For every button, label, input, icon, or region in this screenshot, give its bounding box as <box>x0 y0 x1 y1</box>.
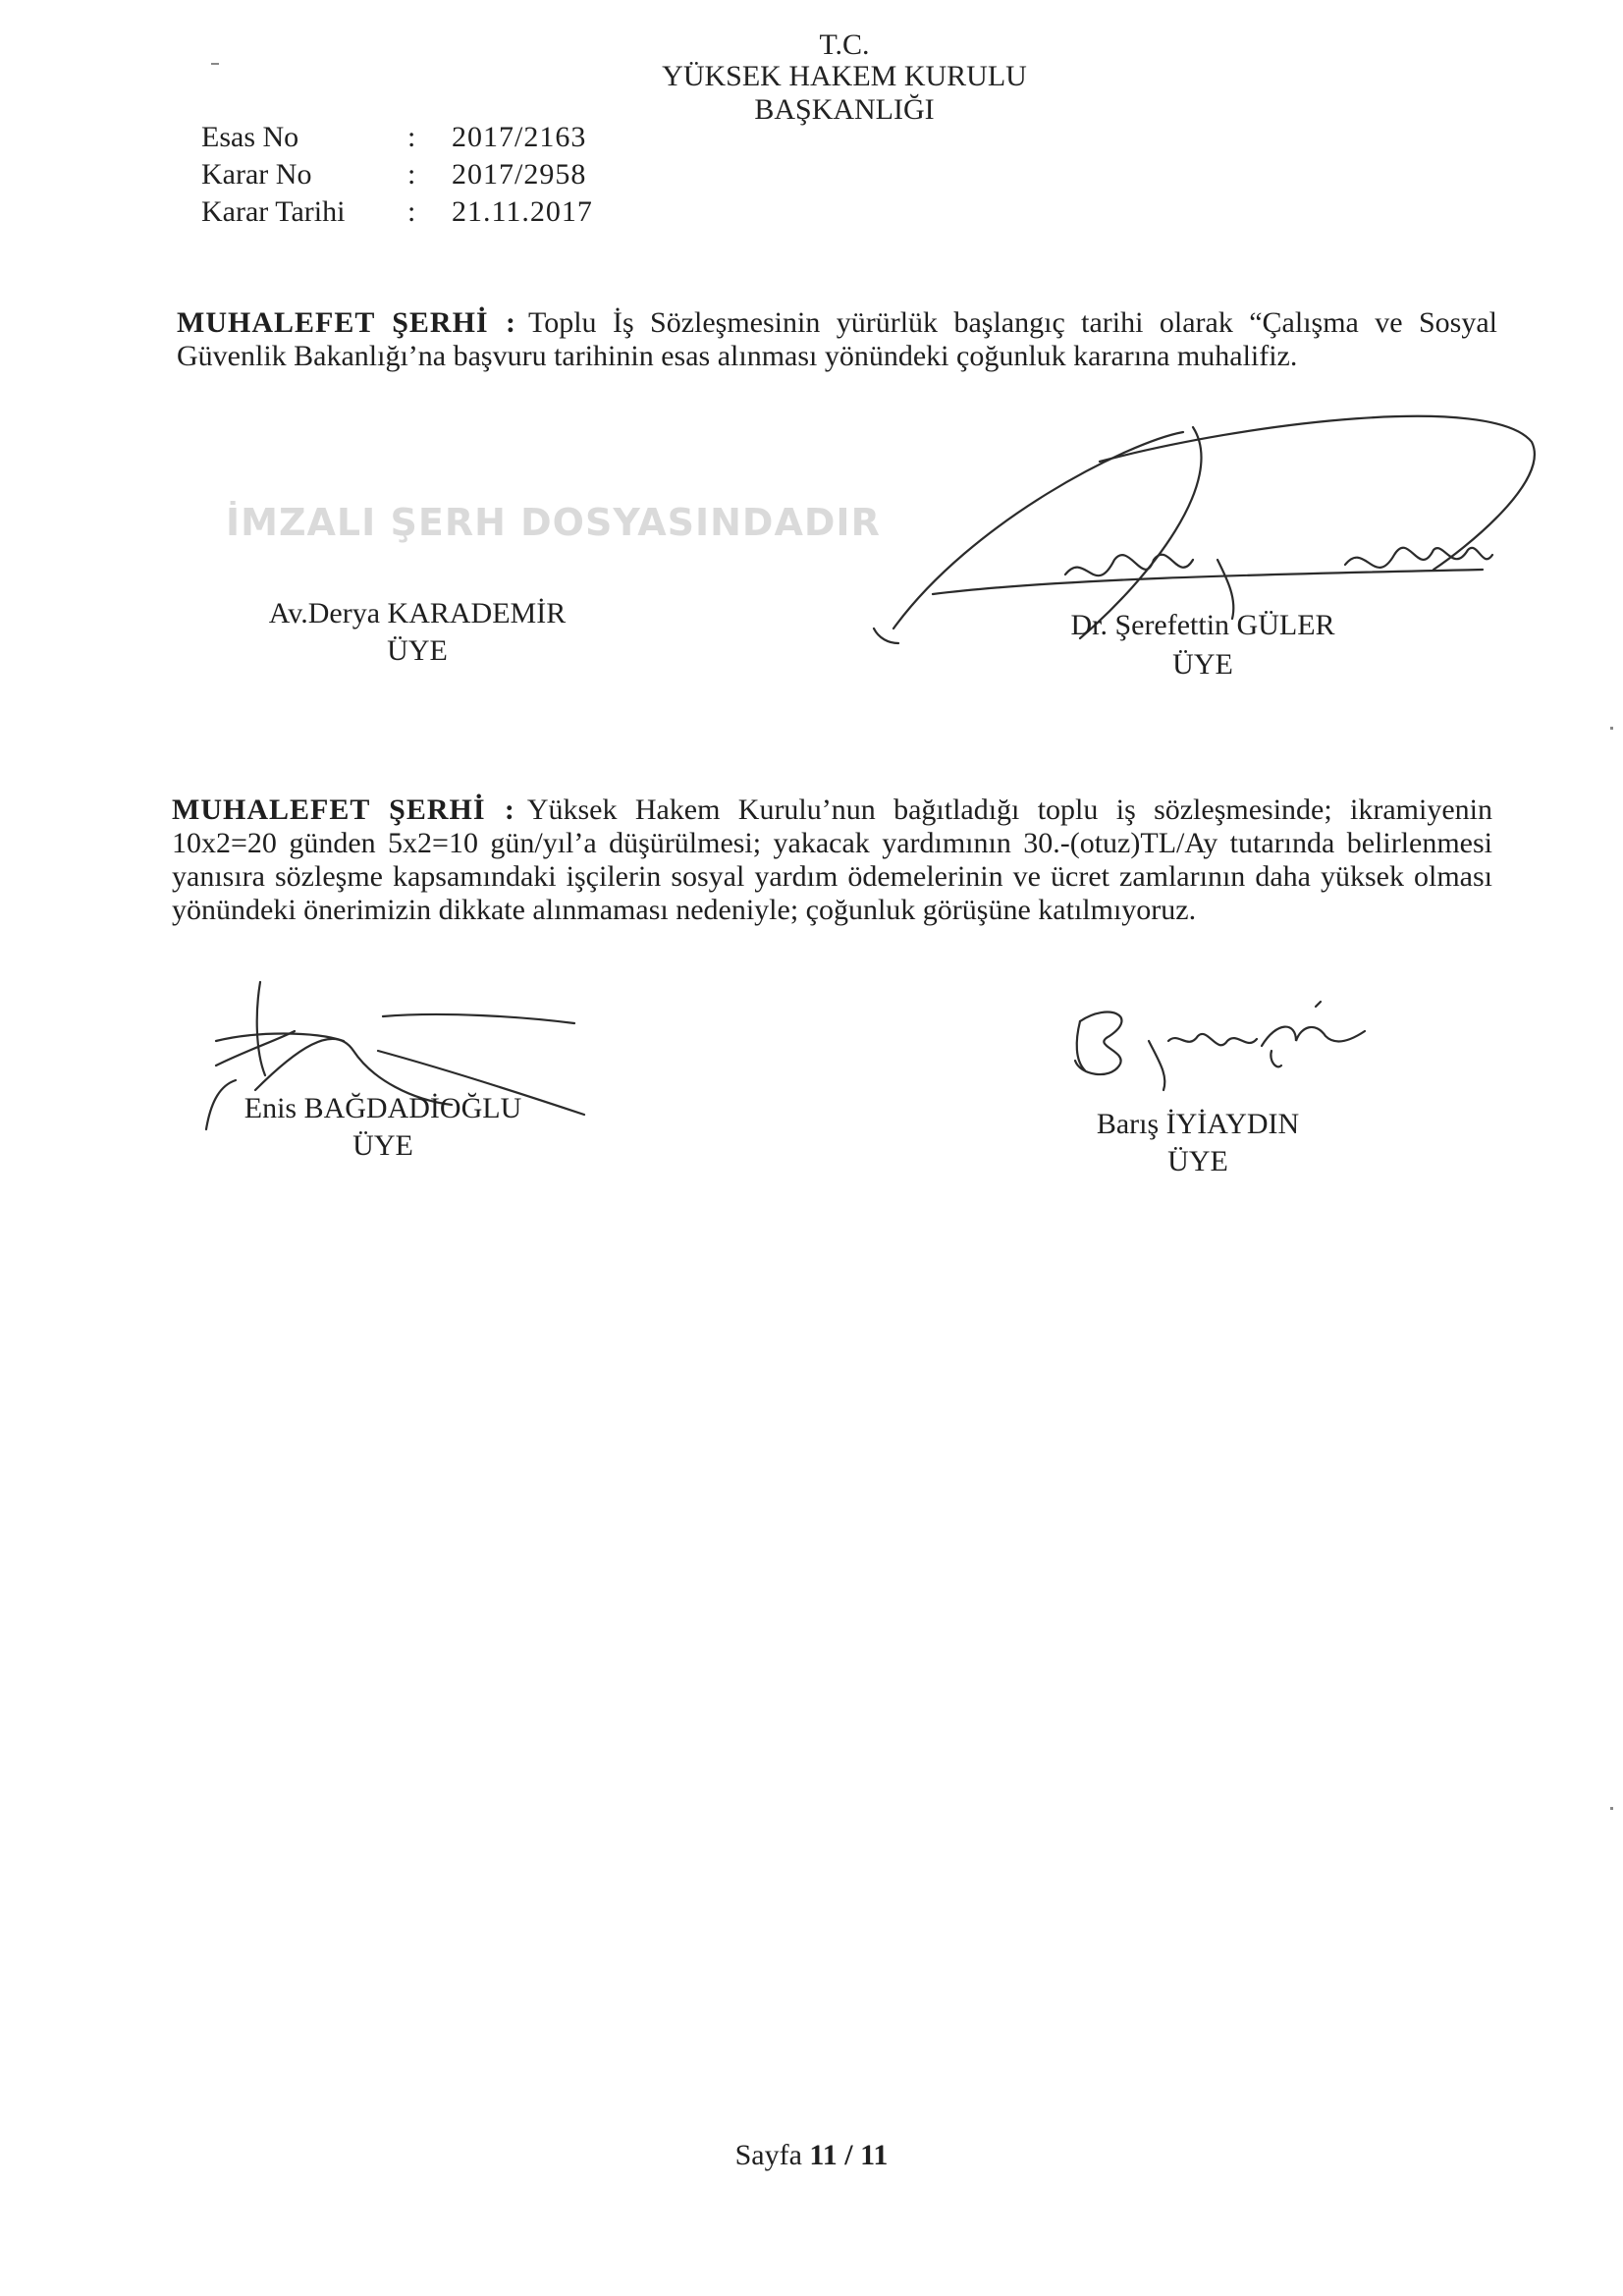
meta-value: 2017/2163 <box>452 121 587 153</box>
footer-prefix: Sayfa <box>734 2139 802 2171</box>
dissent-paragraph-1 <box>177 306 1497 373</box>
signer-guler-role: ÜYE <box>1172 648 1233 681</box>
signer-karademir-role: ÜYE <box>387 634 448 667</box>
meta-colon: : <box>407 158 416 191</box>
meta-value: 2017/2958 <box>452 158 587 191</box>
header-tc: T.C. <box>819 28 870 61</box>
signer-iyiaydin-role: ÜYE <box>1167 1145 1228 1177</box>
signer-bagdadioglu-role: ÜYE <box>352 1129 413 1162</box>
signer-bagdadioglu-name: Enis BAĞDADİOĞLU <box>243 1092 522 1124</box>
signed-annotation-stamp: İMZALI ŞERH DOSYASINDADIR <box>226 501 881 544</box>
signature-iyiaydin <box>1051 992 1384 1100</box>
page-number: 11 / 11 <box>809 2139 889 2171</box>
meta-karar-tarihi <box>201 194 593 230</box>
header-institution: YÜKSEK HAKEM KURULU <box>662 60 1027 92</box>
meta-karar-no <box>201 157 586 192</box>
meta-label: Karar No <box>201 158 312 191</box>
dissent-text: Toplu İş Sözleşmesinin yürürlük başlangıç tarihi olarak “Çalışma ve Sosyal Güvenlik Bakanlığı’na başvuru tarihinin esas alınması yönündeki çoğunluk kararına muhalifiz. <box>177 306 1497 372</box>
scan-speck <box>1610 727 1613 730</box>
meta-label: Esas No <box>201 121 299 153</box>
scan-speck <box>1610 1807 1613 1810</box>
meta-colon: : <box>407 121 416 153</box>
signer-guler-name: Dr. Şerefettin GÜLER <box>1070 609 1335 641</box>
page-footer <box>0 2139 1623 2172</box>
meta-colon: : <box>407 195 416 228</box>
scan-speck <box>211 63 219 65</box>
dissent-heading: MUHALEFET ŞERHİ : <box>172 793 515 826</box>
meta-value: 21.11.2017 <box>452 195 593 228</box>
signer-karademir-name: Av.Derya KARADEMİR <box>268 597 567 629</box>
signer-iyiaydin-name: Barış İYİAYDIN <box>1096 1108 1300 1140</box>
dissent-heading: MUHALEFET ŞERHİ : <box>177 306 516 339</box>
meta-label: Karar Tarihi <box>201 195 346 228</box>
header-presidency: BAŞKANLIĞI <box>754 93 935 126</box>
dissent-text: Yüksek Hakem Kurulu’nun bağıtladığı toplu iş sözleşmesinde; ikramiyenin 10x2=20 günden 5x2=10 gün/yıl’a düşürülmesi; yakacak yardımının 30.-(otuz)TL/Ay tutarında belirlenmesi yanısıra sözleşme kapsamındaki işçilerin sosyal yardım ödemelerinin ve ücret zamlarının daha yüksek olması yönündeki önerimizin dikkate alınmaması nedeniyle; çoğunluk görüşüne katılmıyoruz. <box>172 793 1492 926</box>
dissent-paragraph-2 <box>172 793 1492 927</box>
meta-esas-no <box>201 120 586 155</box>
